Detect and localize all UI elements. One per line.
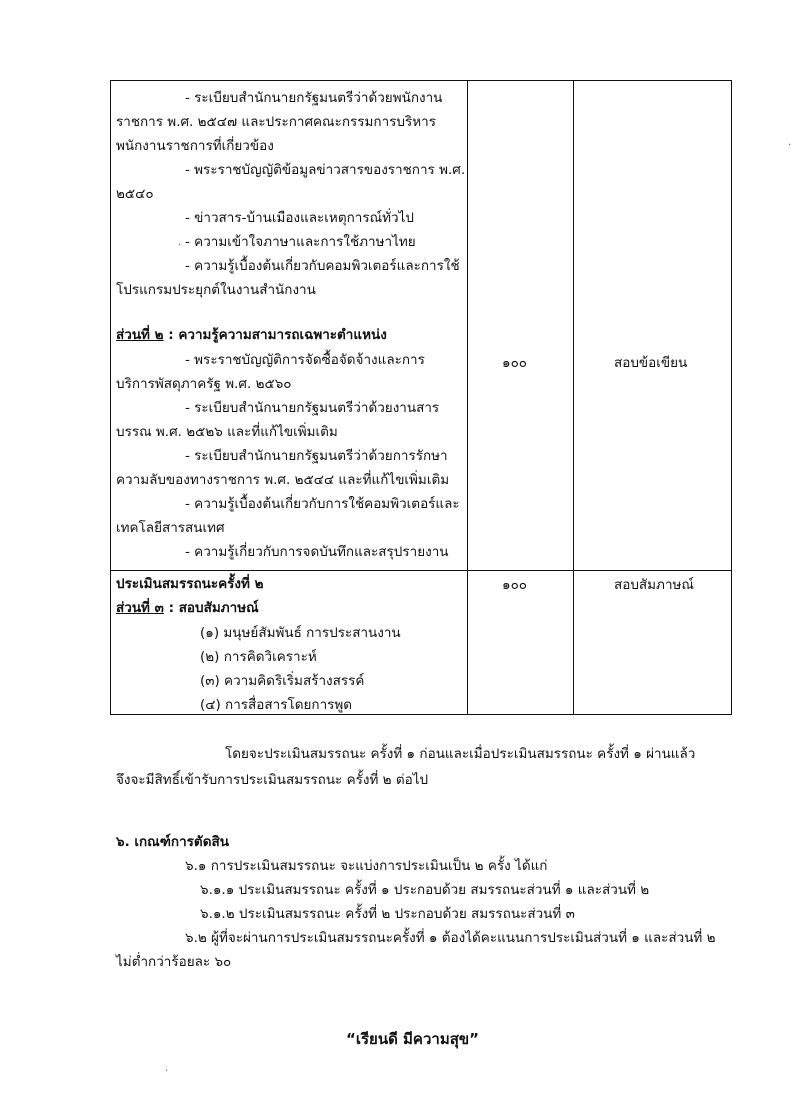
scan-speck: · [788, 140, 792, 151]
section6-item: ๖.๑.๑ ประเมินสมรรถนะ ครั้งที่ ๑ ประกอบด้วย สมรรถนะส่วนที่ ๑ และส่วนที่ ๒ [200, 882, 650, 898]
table-cell-line: - ความรู้เกี่ยวกับการจดบันทึกและสรุปรายงาน [185, 544, 449, 560]
row1-score: ๑๐๐ [502, 355, 528, 371]
table-cell-line: โปรแกรมประยุกต์ในงานสำนักงาน [116, 282, 316, 298]
interview-item: (๔) การสื่อสารโดยการพูด [200, 697, 353, 713]
row2-title: ประเมินสมรรถนะครั้งที่ ๒ [116, 576, 264, 592]
section6-item: ๖.๑.๒ ประเมินสมรรถนะ ครั้งที่ ๒ ประกอบด้วย สมรรถนะส่วนที่ ๓ [200, 906, 575, 922]
table-cell-line: - ความรู้เบื้องต้นเกี่ยวกับคอมพิวเตอร์และการใช้ [185, 258, 460, 274]
table-cell-line: - ระเบียบสำนักนายกรัฐมนตรีว่าด้วยพนักงาน [185, 90, 443, 106]
section6-heading: ๖. เกณฑ์การตัดสิน [116, 834, 229, 850]
table-row-divider [111, 570, 731, 571]
part3-heading-prefix: ส่วนที่ ๓ [116, 600, 164, 616]
table-cell-line: - ระเบียบสำนักนายกรัฐมนตรีว่าด้วยการรักษา [185, 448, 448, 464]
table-column-divider [573, 81, 574, 714]
section6-item: ไม่ต่ำกว่าร้อยละ ๖๐ [116, 954, 232, 970]
scan-speck: · [165, 1066, 169, 1077]
table-cell-line: บรรณ พ.ศ. ๒๕๒๖ และที่แก้ไขเพิ่มเติม [116, 424, 338, 440]
table-cell-line: - ระเบียบสำนักนายกรัฐมนตรีว่าด้วยงานสาร [185, 400, 440, 416]
paragraph-line: จึงจะมีสิทธิ์เข้ารับการประเมินสมรรถนะ ครั้งที่ ๒ ต่อไป [116, 772, 429, 788]
interview-item: (๓) ความคิดริเริ่มสร้างสรรค์ [200, 673, 365, 689]
table-cell-line: ความลับของทางราชการ พ.ศ. ๒๕๔๔ และที่แก้ไขเพิ่มเติม [116, 472, 450, 488]
table-cell-line: - พระราชบัญญัติการจัดซื้อจัดจ้างและการ [185, 352, 425, 368]
scan-speck: · [178, 240, 182, 251]
section6-item: ๖.๒ ผู้ที่จะผ่านการประเมินสมรรถนะครั้งที่ ๑ ต้องได้คะแนนการประเมินส่วนที่ ๑ และส่วนที่ ๒ [185, 930, 716, 946]
table-cell-line: ราชการ พ.ศ. ๒๕๔๗ และประกาศคณะกรรมการบริหาร [116, 114, 436, 130]
table-cell-line: - ความรู้เบื้องต้นเกี่ยวกับการใช้คอมพิวเตอร์และ [185, 496, 460, 512]
interview-item: (๑) มนุษย์สัมพันธ์ การประสานงาน [200, 625, 401, 641]
interview-item: (๒) การคิดวิเคราะห์ [200, 649, 317, 665]
table-cell-line: บริการพัสดุภาครัฐ พ.ศ. ๒๕๖๐ [116, 376, 292, 392]
table-cell-line: พนักงานราชการที่เกี่ยวข้อง [116, 138, 274, 154]
table-cell-line: - ข่าวสาร-บ้านเมืองและเหตุการณ์ทั่วไป [185, 210, 414, 226]
closing-motto: “เรียนดี มีความสุข” [346, 1030, 479, 1048]
table-column-divider [467, 81, 468, 714]
table-cell-line: เทคโลยีสารสนเทศ [116, 520, 225, 536]
section6-item: ๖.๑ การประเมินสมรรถนะ จะแบ่งการประเมินเป็น ๒ ครั้ง ได้แก่ [185, 858, 548, 874]
part3-heading-rest: : สอบสัมภาษณ์ [163, 600, 259, 616]
row2-score: ๑๐๐ [502, 577, 528, 593]
table-cell-line: - พระราชบัญญัติข้อมูลข่าวสารของราชการ พ.ศ. [185, 162, 466, 178]
part3-heading [116, 599, 259, 617]
table-cell-line: - ความเข้าใจภาษาและการใช้ภาษาไทย [185, 234, 416, 250]
part2-heading-prefix: ส่วนที่ ๒ [116, 327, 164, 343]
part2-heading [116, 326, 387, 344]
part2-heading-rest: : ความรู้ความสามารถเฉพาะตำแหน่ง [163, 327, 387, 343]
paragraph-line: โดยจะประเมินสมรรถนะ ครั้งที่ ๑ ก่อนและเมื่อประเมินสมรรถนะ ครั้งที่ ๑ ผ่านแล้ว [225, 746, 696, 762]
row2-method: สอบสัมภาษณ์ [614, 577, 694, 593]
row1-method: สอบข้อเขียน [614, 355, 688, 371]
table-cell-line: ๒๕๔๐ [116, 186, 154, 202]
